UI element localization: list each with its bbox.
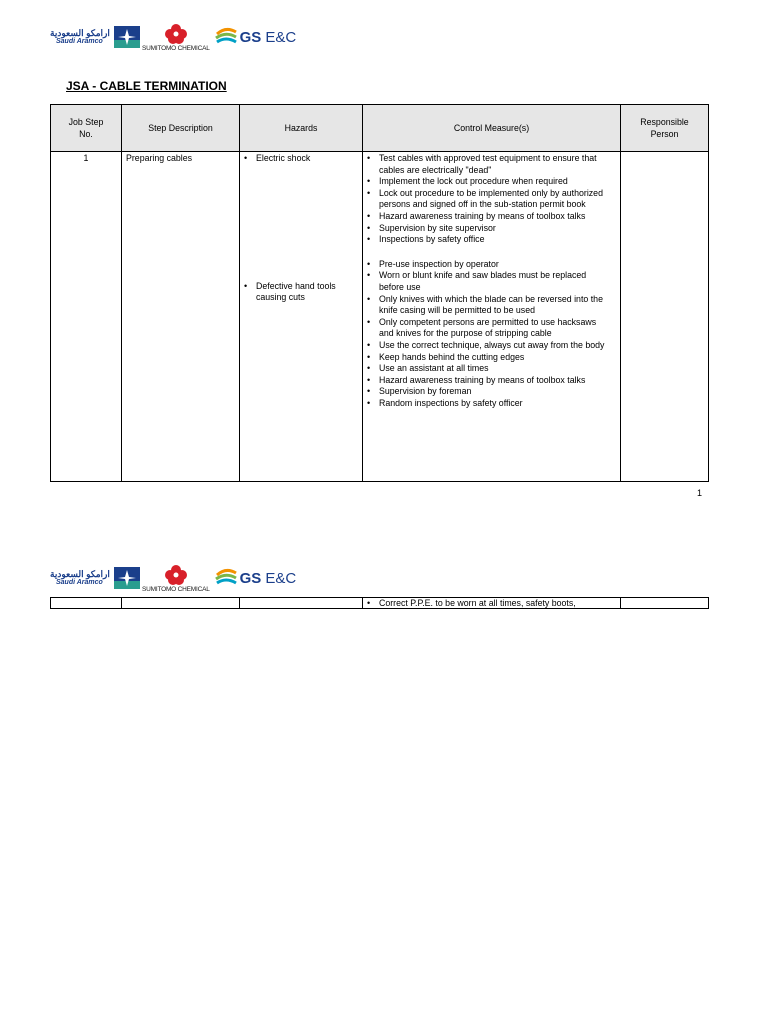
control-item: • Random inspections by safety officer [365, 398, 606, 410]
hazard-list [242, 153, 358, 165]
gs-swirl-icon [214, 26, 238, 48]
saudi-aramco-logo: ارامكو السعودية Saudi Aramco [50, 28, 110, 45]
aramco-star-icon [114, 26, 140, 48]
hazard-item: • Defective hand tools causing cuts [242, 281, 358, 304]
control-item: • Inspections by safety office [365, 234, 606, 246]
header-logos-page-2 [50, 561, 296, 595]
saudi-aramco-logo: ارامكو السعودية Saudi Aramco [50, 569, 110, 586]
control-item: • Test cables with approved test equipment to ensure that cables are electrically "dead" [365, 153, 606, 176]
sumitomo-flower-icon [159, 564, 193, 586]
control-item: • Worn or blunt knife and saw blades must be replaced before use [365, 270, 606, 293]
hazards-cell [240, 152, 363, 482]
header-job-step: Job Step No. [51, 105, 122, 152]
step-description-cell [122, 598, 240, 609]
sumitomo-chemical-logo: SUMITOMO CHEMICAL [142, 23, 210, 52]
control-item: • Keep hands behind the cutting edges [365, 352, 606, 364]
control-item: • Hazard awareness training by means of toolbox talks [365, 375, 606, 387]
hazards-cell [240, 598, 363, 609]
control-item: • Lock out procedure to be implemented only by authorized persons and signed off in the sub-station permit book [365, 188, 606, 211]
gs-ec-logo: GS E&C [214, 26, 297, 48]
table-header-row [51, 105, 709, 152]
job-step-cell [51, 598, 122, 609]
document-title: JSA - CABLE TERMINATION [66, 79, 227, 93]
control-item: • Implement the lock out procedure when required [365, 176, 606, 188]
control-list-1 [365, 153, 606, 246]
hazard-item: • Electric shock [242, 153, 358, 165]
jsa-table-continued [50, 597, 709, 609]
control-list [365, 598, 616, 608]
table-row [51, 152, 709, 482]
control-item: • Only knives with which the blade can be reversed into the knife casing will be permitted to be used [365, 294, 606, 317]
header-step-description: Step Description [122, 105, 240, 152]
control-item: • Use an assistant at all times [365, 363, 606, 375]
control-item: • Hazard awareness training by means of toolbox talks [365, 211, 606, 223]
header-control-measures: Control Measure(s) [363, 105, 621, 152]
control-list-2 [365, 259, 606, 410]
header-hazards: Hazards [240, 105, 363, 152]
hazard-list [242, 281, 358, 304]
gs-swirl-icon [214, 567, 238, 589]
table-row [51, 598, 709, 609]
control-item: • Correct P.P.E. to be worn at all times, safety boots, [365, 598, 616, 608]
control-item: • Supervision by site supervisor [365, 223, 606, 235]
responsible-person-cell [621, 598, 709, 609]
sumitomo-flower-icon [159, 23, 193, 45]
control-measures-cell [363, 152, 621, 482]
header-logos [50, 20, 296, 54]
aramco-star-icon [114, 567, 140, 589]
sumitomo-chemical-logo: SUMITOMO CHEMICAL [142, 564, 210, 593]
control-item: • Only competent persons are permitted to use hacksaws and knives for the purpose of stripping cable [365, 317, 606, 340]
step-description-cell: Preparing cables [122, 152, 240, 482]
control-item: • Supervision by foreman [365, 386, 606, 398]
job-step-cell: 1 [51, 152, 122, 482]
responsible-person-cell [621, 152, 709, 482]
gs-ec-logo: GS E&C [214, 567, 297, 589]
header-responsible-person: Responsible Person [621, 105, 709, 152]
jsa-table [50, 104, 709, 482]
page-number: 1 [697, 488, 703, 498]
control-measures-cell [363, 598, 621, 609]
control-item: • Pre-use inspection by operator [365, 259, 606, 271]
control-item: • Use the correct technique, always cut away from the body [365, 340, 606, 352]
